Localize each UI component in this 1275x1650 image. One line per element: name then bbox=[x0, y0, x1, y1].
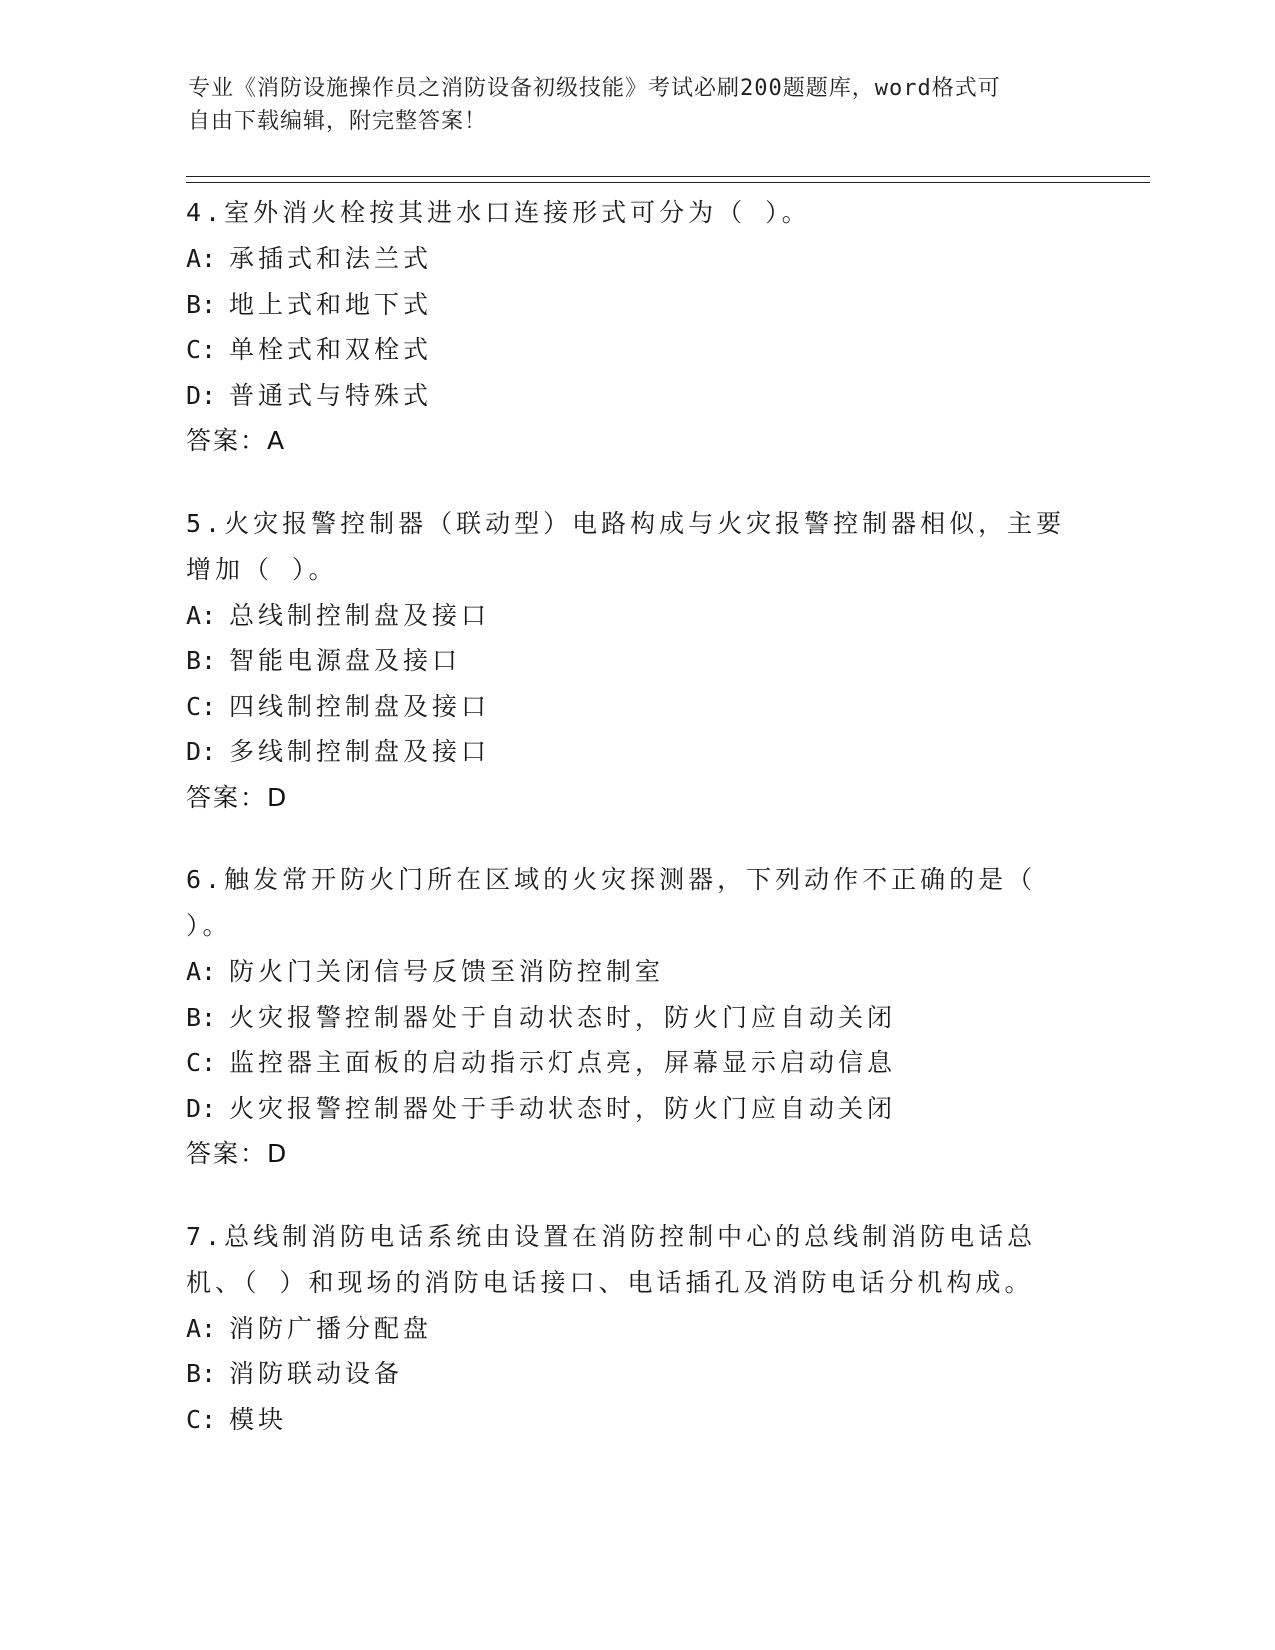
document-header bbox=[188, 72, 1068, 138]
header-divider-bottom bbox=[186, 182, 1150, 183]
question-stem: 4.室外消火栓按其进水口连接形式可分为（ ）。 bbox=[186, 198, 811, 227]
option-text: 火灾报警控制器处于手动状态时，防火门应自动关闭 bbox=[229, 1093, 897, 1123]
question-6 bbox=[186, 857, 1066, 1177]
option-a bbox=[186, 1306, 1066, 1352]
option-text: 多线制控制盘及接口 bbox=[229, 737, 491, 766]
option-b bbox=[186, 1351, 1066, 1397]
answer: 答案：D bbox=[186, 782, 289, 812]
option-b bbox=[186, 995, 1066, 1041]
option-text: 普通式与特殊式 bbox=[229, 380, 433, 410]
option-d bbox=[186, 729, 1066, 775]
question-stem: 5.火灾报警控制器（联动型）电路构成与火灾报警控制器相似，主要增加（ ）。 bbox=[186, 508, 1066, 584]
option-b bbox=[186, 282, 1066, 328]
option-d bbox=[186, 373, 1066, 419]
option-letter: D: bbox=[186, 1093, 217, 1123]
option-letter: A: bbox=[186, 600, 217, 630]
answer: 答案：A bbox=[186, 426, 287, 455]
option-c bbox=[186, 1397, 1066, 1443]
option-c bbox=[186, 684, 1066, 730]
question-stem: 6.触发常开防火门所在区域的火灾探测器，下列动作不正确的是（ ）。 bbox=[186, 865, 1037, 940]
header-line-1: 专业《消防设施操作员之消防设备初级技能》考试必刷200题题库，word格式可 bbox=[188, 76, 1001, 101]
option-letter: B: bbox=[186, 1002, 217, 1032]
option-letter: D: bbox=[186, 737, 217, 766]
option-letter: B: bbox=[186, 289, 217, 319]
option-a bbox=[186, 236, 1066, 282]
option-text: 智能电源盘及接口 bbox=[229, 646, 462, 675]
question-5 bbox=[186, 501, 1066, 821]
option-letter: B: bbox=[186, 1359, 217, 1388]
option-d bbox=[186, 1086, 1066, 1132]
question-stem: 7.总线制消防电话系统由设置在消防控制中心的总线制消防电话总机、（ ）和现场的消防电话接口、电话插孔及消防电话分机构成。 bbox=[186, 1221, 1037, 1297]
option-letter: C: bbox=[186, 1048, 217, 1077]
option-letter: A: bbox=[186, 244, 217, 273]
option-text: 总线制控制盘及接口 bbox=[229, 600, 491, 630]
option-text: 地上式和地下式 bbox=[229, 289, 433, 319]
option-text: 承插式和法兰式 bbox=[229, 244, 433, 273]
option-a bbox=[186, 593, 1066, 639]
option-letter: D: bbox=[186, 380, 217, 410]
option-text: 单栓式和双栓式 bbox=[229, 335, 433, 364]
option-letter: B: bbox=[186, 646, 217, 675]
option-letter: C: bbox=[186, 691, 217, 721]
option-c bbox=[186, 327, 1066, 373]
option-text: 模块 bbox=[229, 1404, 288, 1434]
option-letter: A: bbox=[186, 957, 217, 986]
option-c bbox=[186, 1040, 1066, 1086]
option-text: 火灾报警控制器处于自动状态时，防火门应自动关闭 bbox=[229, 1002, 897, 1032]
header-divider-top bbox=[186, 176, 1150, 177]
option-letter: C: bbox=[186, 1404, 217, 1434]
header-line-2: 自由下载编辑，附完整答案！ bbox=[188, 109, 488, 134]
question-list bbox=[186, 190, 1066, 1479]
answer: 答案：D bbox=[186, 1139, 289, 1168]
option-text: 监控器主面板的启动指示灯点亮，屏幕显示启动信息 bbox=[229, 1048, 897, 1077]
question-7 bbox=[186, 1214, 1066, 1443]
option-letter: C: bbox=[186, 335, 217, 364]
option-b bbox=[186, 638, 1066, 684]
option-text: 消防广播分配盘 bbox=[229, 1313, 433, 1343]
question-4 bbox=[186, 190, 1066, 464]
option-text: 防火门关闭信号反馈至消防控制室 bbox=[229, 957, 665, 986]
option-letter: A: bbox=[186, 1313, 217, 1343]
option-a bbox=[186, 949, 1066, 995]
option-text: 消防联动设备 bbox=[229, 1359, 404, 1388]
option-text: 四线制控制盘及接口 bbox=[229, 691, 491, 721]
